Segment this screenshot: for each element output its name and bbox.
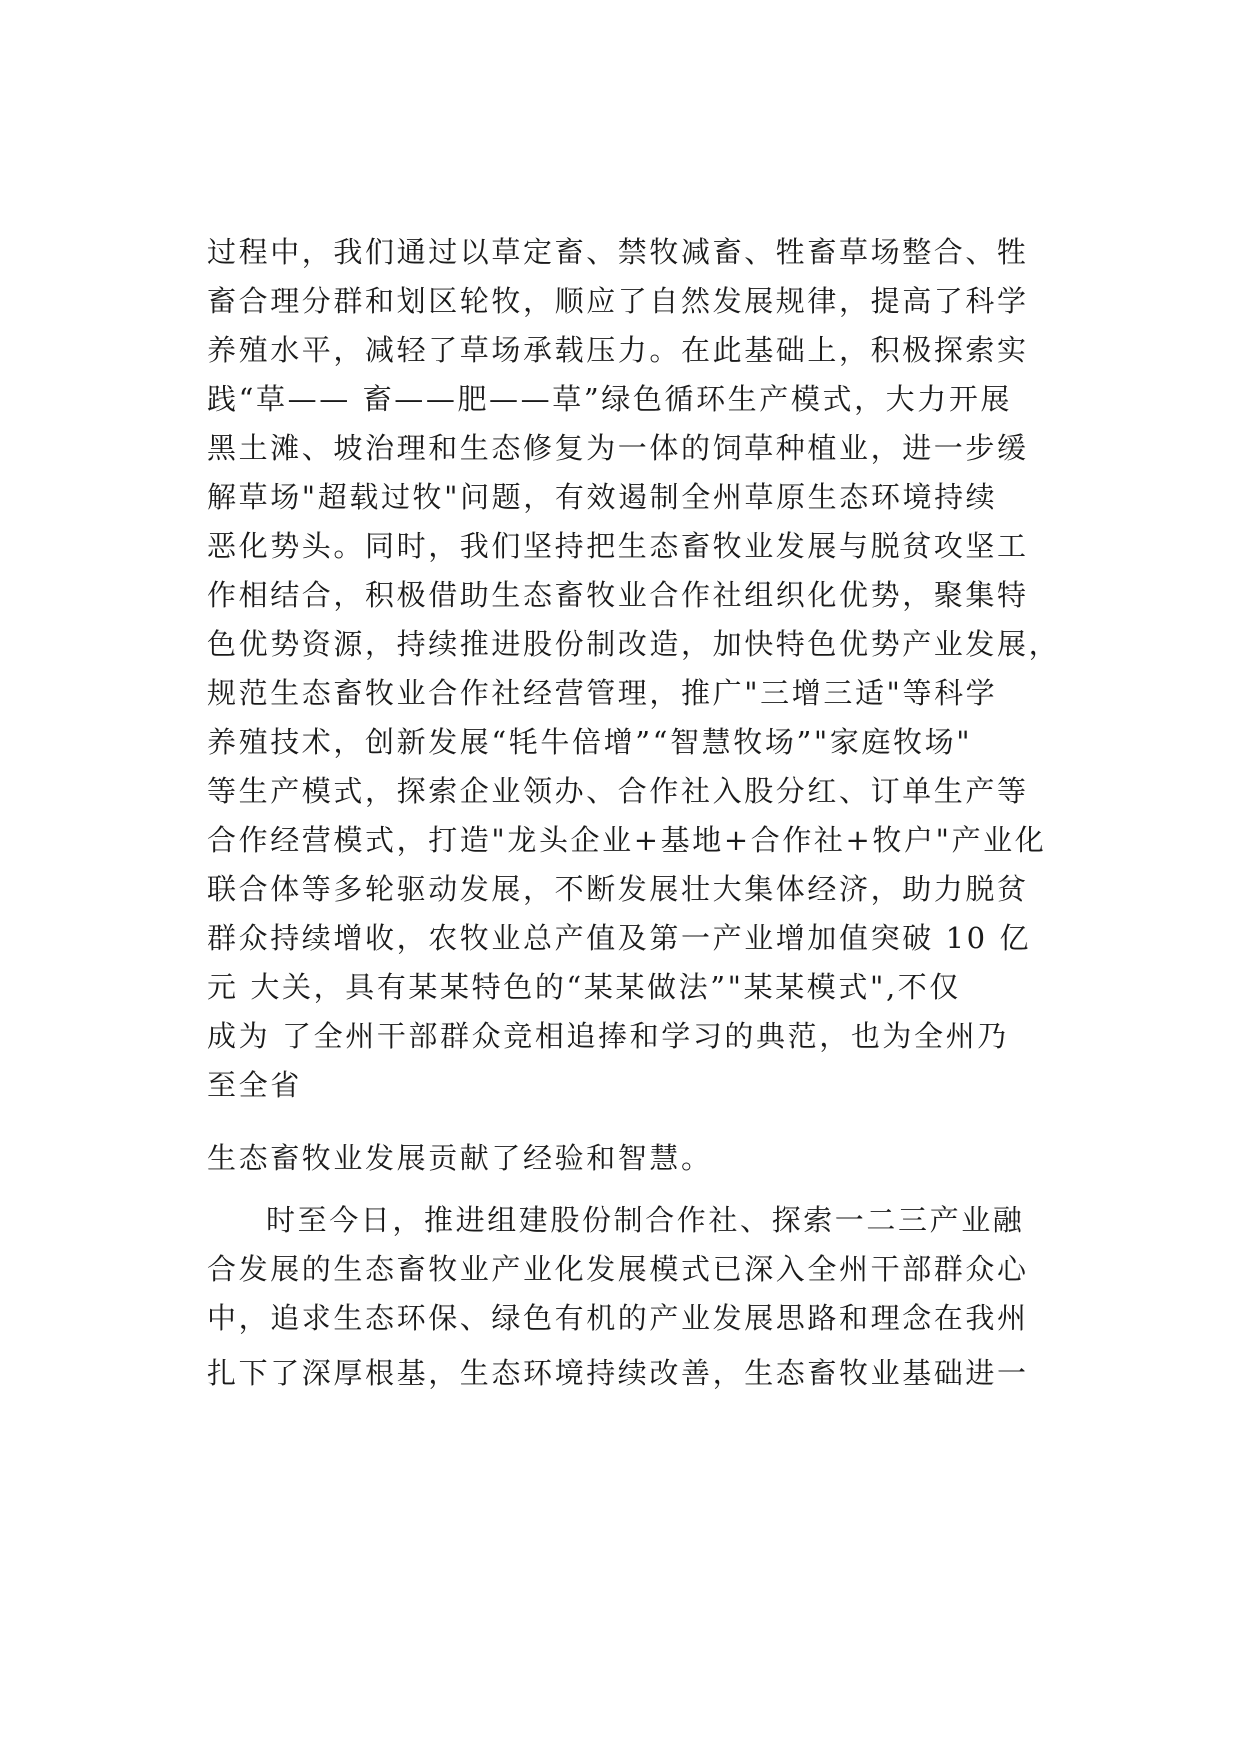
body-text-line: 扎下了深厚根基，生态环境持续改善，生态畜牧业基础进一 bbox=[207, 1356, 1029, 1390]
body-text-line: 规范生态畜牧业合作社经营管理，推广"三增三适"等科学 bbox=[207, 676, 998, 710]
body-text-line: 合发展的生态畜牧业产业化发展模式已深入全州干部群众心 bbox=[207, 1252, 1029, 1286]
body-text-line: 畜合理分群和划区轮牧，顺应了自然发展规律，提高了科学 bbox=[207, 284, 1029, 318]
body-text-line: 等生产模式，探索企业领办、合作社入股分红、订单生产等 bbox=[207, 774, 1029, 808]
body-text-line: 践“草—— 畜——肥——草”绿色循环生产模式，大力开展 bbox=[207, 382, 1013, 416]
body-text-line: 联合体等多轮驱动发展，不断发展壮大集体经济，助力脱贫 bbox=[207, 872, 1029, 906]
body-text-line: 元 大关，具有某某特色的“某某做法”"某某模式",不仅 bbox=[207, 970, 961, 1004]
body-text-line: 黑土滩、坡治理和生态修复为一体的饲草种植业，进一步缓 bbox=[207, 431, 1029, 465]
body-text-line: 至全省 bbox=[207, 1068, 302, 1102]
body-text-line: 中，追求生态环保、绿色有机的产业发展思路和理念在我州 bbox=[207, 1301, 1029, 1335]
body-text-line: 色优势资源，持续推进股份制改造，加快特色优势产业发展， bbox=[207, 627, 1061, 661]
body-text-line: 生态畜牧业发展贡献了经验和智慧。 bbox=[207, 1141, 713, 1175]
body-text-line: 群众持续增收，农牧业总产值及第一产业增加值突破 10 亿 bbox=[207, 921, 1032, 955]
body-text-line: 养殖水平，减轻了草场承载压力。在此基础上，积极探索实 bbox=[207, 333, 1029, 367]
body-text-line: 过程中，我们通过以草定畜、禁牧减畜、牲畜草场整合、牲 bbox=[207, 235, 1029, 269]
body-text-line: 合作经营模式，打造"龙头企业+基地+合作社+牧户"产业化 bbox=[207, 823, 1047, 857]
paragraph-first-line: 时至今日，推进组建股份制合作社、探索一二三产业融 bbox=[266, 1203, 1025, 1237]
body-text-line: 作相结合，积极借助生态畜牧业合作社组织化优势，聚集特 bbox=[207, 578, 1029, 612]
body-text-line: 恶化势头。同时，我们坚持把生态畜牧业发展与脱贫攻坚工 bbox=[207, 529, 1029, 563]
body-text-line: 成为 了全州干部群众竞相追捧和学习的典范，也为全州乃 bbox=[207, 1019, 1009, 1053]
body-text-line: 养殖技术，创新发展“牦牛倍增”“智慧牧场”"家庭牧场" bbox=[207, 725, 973, 759]
body-text-line: 解草场"超载过牧"问题，有效遏制全州草原生态环境持续 bbox=[207, 480, 998, 514]
